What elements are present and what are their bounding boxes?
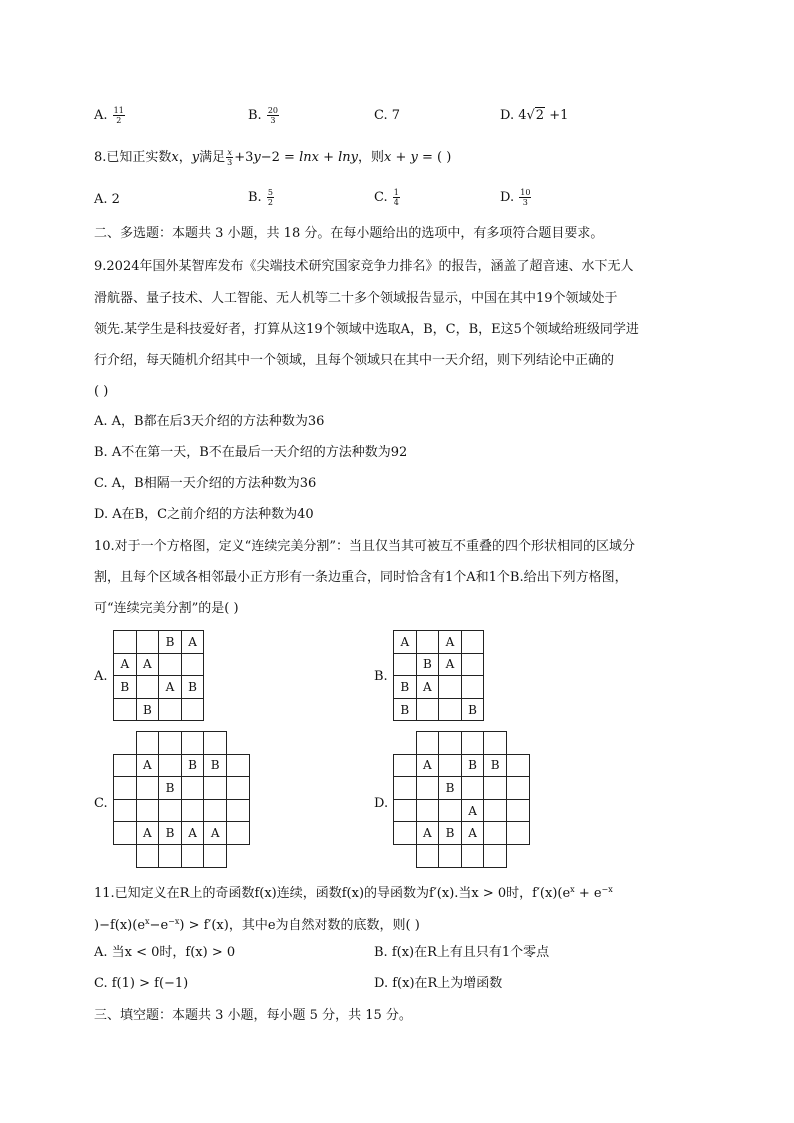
grid-cell (506, 754, 529, 777)
grid-row (394, 844, 530, 867)
grid-cell (181, 799, 204, 822)
grid-cell (461, 631, 484, 654)
grid-row (394, 653, 484, 676)
q10-label-c: C. (94, 796, 108, 811)
grid-row (114, 653, 204, 676)
grid-cell: B (159, 777, 182, 800)
grid-row (394, 754, 530, 777)
q8-stem: 8.已知正实数x，y满足 $\frac{x}{3}$ +3y−2 = lnx + lny，则x + y = ( ) (94, 148, 452, 167)
grid-cell (114, 698, 137, 721)
grid-cell: B (439, 822, 462, 845)
q10-line-3: 可“连续完美分割”的是( ) (94, 601, 239, 616)
q10-grid-b (393, 630, 484, 721)
q10-line-1: 10.对于一个方格图，定义“连续完美分割”：当且仅当其可被互不重叠的四个形状相同的区域分 (94, 539, 635, 554)
grid-cell (506, 844, 529, 867)
grid-cell: B (136, 698, 159, 721)
grid-cell (226, 844, 249, 867)
grid-cell (159, 653, 182, 676)
grid-cell (461, 653, 484, 676)
grid-cell (114, 754, 137, 777)
grid-cell (159, 799, 182, 822)
grid-cell (159, 844, 182, 867)
q9-option-c: C. A，B相隔一天介绍的方法种数为36 (94, 476, 317, 491)
grid-cell (159, 754, 182, 777)
grid-cell (136, 777, 159, 800)
grid-row (394, 799, 530, 822)
grid-cell (136, 676, 159, 699)
grid-cell: A (416, 754, 439, 777)
grid-cell (461, 777, 484, 800)
grid-cell (416, 698, 439, 721)
grid-cell (394, 754, 417, 777)
q9-option-b: B. A不在第一天，B不在最后一天介绍的方法种数为92 (94, 445, 408, 460)
q10-label-b: B. (374, 669, 388, 684)
grid-cell (181, 732, 204, 755)
q11-line-2: )$-f(x)(e^x-e^{-x}) > f'(x)$，其中e为自然对数的底数，则( ) (94, 917, 420, 933)
grid-cell (136, 631, 159, 654)
grid-row (114, 754, 250, 777)
grid-cell (181, 777, 204, 800)
grid-cell: B (204, 754, 227, 777)
grid-cell (506, 732, 529, 755)
grid-cell: B (394, 676, 417, 699)
grid-row (394, 777, 530, 800)
grid-cell: A (204, 822, 227, 845)
grid-cell (416, 844, 439, 867)
grid-cell (506, 822, 529, 845)
grid-cell (136, 844, 159, 867)
grid-cell (114, 732, 137, 755)
grid-cell (416, 631, 439, 654)
grid-cell (394, 777, 417, 800)
grid-cell (114, 631, 137, 654)
grid-cell (114, 799, 137, 822)
q10-grid-a (113, 630, 204, 721)
grid-cell (461, 732, 484, 755)
grid-cell: A (439, 653, 462, 676)
grid-cell: B (159, 631, 182, 654)
grid-cell (226, 777, 249, 800)
grid-cell (114, 822, 137, 845)
grid-cell: A (394, 631, 417, 654)
grid-cell: A (461, 822, 484, 845)
q7-option-a: A. $\frac{11}{2}$ (94, 106, 124, 125)
grid-row (114, 732, 250, 755)
grid-row (114, 777, 250, 800)
grid-cell (204, 844, 227, 867)
grid-cell (394, 844, 417, 867)
grid-cell (394, 799, 417, 822)
grid-cell (506, 777, 529, 800)
q9-option-a: A. A，B都在后3天介绍的方法种数为36 (94, 414, 325, 429)
grid-cell (136, 799, 159, 822)
grid-cell (394, 732, 417, 755)
grid-row (114, 698, 204, 721)
q10-grid-d (393, 731, 530, 868)
q8-option-a: A. 2 (94, 192, 120, 207)
grid-cell: B (114, 676, 137, 699)
grid-row (114, 799, 250, 822)
grid-cell (439, 698, 462, 721)
grid-cell (416, 732, 439, 755)
grid-cell: B (416, 653, 439, 676)
grid-cell: A (114, 653, 137, 676)
grid-cell (394, 822, 417, 845)
grid-cell: A (181, 631, 204, 654)
grid-cell (114, 777, 137, 800)
grid-row (394, 698, 484, 721)
q11-option-a: A. 当x < 0时，f(x) > 0 (94, 945, 236, 960)
q10-grid-c (113, 731, 250, 868)
grid-cell: A (416, 676, 439, 699)
grid-cell: B (394, 698, 417, 721)
grid-row (114, 676, 204, 699)
grid-cell (204, 799, 227, 822)
grid-cell (226, 732, 249, 755)
grid-row (114, 822, 250, 845)
grid-cell: B (439, 777, 462, 800)
q9-line-4: 行介绍，每天随机介绍其中一个领域，且每个领域只在其中一天介绍，则下列结论中正确的 (94, 353, 615, 368)
grid-cell (439, 676, 462, 699)
grid-cell (204, 732, 227, 755)
grid-cell (394, 653, 417, 676)
grid-cell (226, 754, 249, 777)
grid-cell (136, 732, 159, 755)
grid-cell (181, 844, 204, 867)
grid-cell: B (181, 676, 204, 699)
q9-line-3: 领先.某学生是科技爱好者，打算从这19个领域中选取A，B，C，B，E这5个领域给班级同学进 (94, 322, 639, 337)
grid-row (114, 631, 204, 654)
grid-cell: A (136, 653, 159, 676)
q7-option-c: C. 7 (374, 108, 401, 123)
grid-cell (439, 844, 462, 867)
q8-option-d: D. $\frac{10}{3}$ (500, 188, 531, 207)
grid-cell: A (181, 822, 204, 845)
grid-cell: B (159, 822, 182, 845)
grid-row (394, 631, 484, 654)
grid-cell (159, 732, 182, 755)
grid-row (394, 822, 530, 845)
grid-row (394, 676, 484, 699)
q11-line-1: 11.已知定义在R上的奇函数f(x)连续，函数f(x)的导函数为f′(x).当x > 0时，$f'(x)(e^x + e^{-x}$ (94, 885, 613, 901)
grid-cell (114, 844, 137, 867)
grid-cell (416, 777, 439, 800)
grid-cell: A (159, 676, 182, 699)
grid-cell: A (461, 799, 484, 822)
q9-line-5: ( ) (94, 384, 109, 399)
section2-heading: 二、多选题：本题共 3 小题，共 18 分。在每小题给出的选项中，有多项符合题目要求。 (94, 226, 604, 241)
grid-cell (439, 754, 462, 777)
grid-row (114, 844, 250, 867)
section3-heading: 三、填空题：本题共 3 小题，每小题 5 分，共 15 分。 (94, 1008, 412, 1023)
grid-cell: B (461, 754, 484, 777)
grid-row (394, 732, 530, 755)
q9-option-d: D. A在B，C之前介绍的方法种数为40 (94, 507, 314, 522)
grid-cell (159, 698, 182, 721)
grid-cell (484, 799, 507, 822)
grid-cell: B (181, 754, 204, 777)
grid-cell (416, 799, 439, 822)
q10-line-2: 割，且每个区域各相邻最小正方形有一条边重合，同时恰含有1个A和1个B.给出下列方格图， (94, 570, 628, 585)
grid-cell (484, 777, 507, 800)
grid-cell: B (484, 754, 507, 777)
grid-cell (226, 799, 249, 822)
grid-cell (439, 799, 462, 822)
grid-cell (506, 799, 529, 822)
q9-line-1: 9.2024年国外某智库发布《尖端技术研究国家竞争力排名》的报告，涵盖了超音速、水下无人 (94, 259, 634, 274)
q9-line-2: 滑航器、量子技术、人工智能、无人机等二十多个领域报告显示，中国在其中19个领域处于 (94, 291, 618, 306)
q7-option-d: D. 4√2 +1 (500, 108, 569, 123)
grid-cell (461, 676, 484, 699)
q11-option-b: B. f(x)在R上有且只有1个零点 (374, 945, 550, 960)
q10-label-d: D. (374, 796, 389, 811)
q8-option-b: B. $\frac{5}{2}$ (248, 188, 273, 207)
grid-cell (484, 732, 507, 755)
grid-cell (484, 844, 507, 867)
grid-cell: A (136, 822, 159, 845)
q10-label-a: A. (94, 669, 108, 684)
grid-cell: A (136, 754, 159, 777)
grid-cell (484, 822, 507, 845)
grid-cell (204, 777, 227, 800)
grid-cell (439, 732, 462, 755)
q11-option-d: D. f(x)在R上为增函数 (374, 976, 503, 991)
grid-cell (181, 653, 204, 676)
grid-cell (181, 698, 204, 721)
q7-option-b: B. $\frac{20}{3}$ (248, 106, 279, 125)
grid-cell (461, 844, 484, 867)
grid-cell: A (416, 822, 439, 845)
q11-option-c: C. f(1) > f(−1) (94, 976, 189, 991)
grid-cell: B (461, 698, 484, 721)
grid-cell (226, 822, 249, 845)
grid-cell: A (439, 631, 462, 654)
q8-option-c: C. $\frac{1}{4}$ (374, 188, 399, 207)
